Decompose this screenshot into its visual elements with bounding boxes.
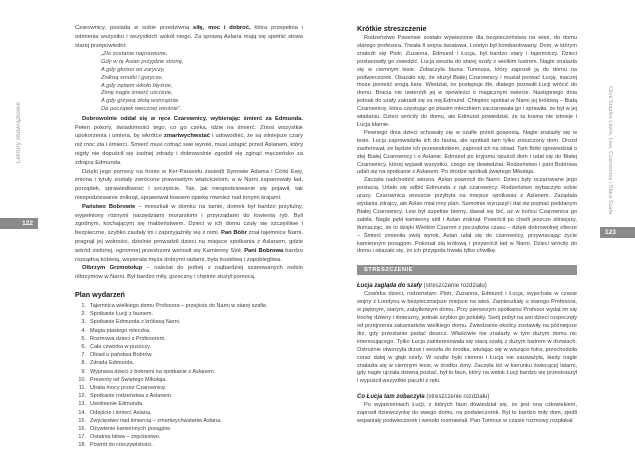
chapter-section-heading: [357, 394, 577, 400]
bold-text: Dobrowolnie oddał się w ręce Czarownicy, wybierając śmierć za Edmunda.: [82, 115, 303, 122]
plan-item: Spotkanie rodzeństwa z Aslanem.: [90, 393, 173, 400]
plan-item: Utrata mocy przez Czarownicę.: [90, 384, 167, 391]
plan-item: Tajemnica wielkiego domu Profesora – przejście do Narni w starej szafie.: [90, 302, 268, 309]
summary-paragraphs: [357, 35, 577, 256]
poem-line: Znikną smutki i gorycze,: [101, 74, 164, 81]
poem-line: A gdy zębem wkoło błyśnie,: [101, 82, 173, 89]
plan-item: Cała czwórka w puszczy.: [90, 343, 152, 350]
plan-item: Obiad u państwa Bobrów.: [90, 352, 153, 359]
plan-item: Rozmowa dzieci z Profesorem.: [90, 335, 166, 342]
text: która przepełnia i odmienia wszystko i wszystkich wokół niego. Za sprawą Aslana mają się spełnić słowa starej przepowiedni:: [75, 25, 303, 49]
poem-line: A gdy grzywą złotą wstrząśnie: [101, 98, 179, 105]
text: – mieszkali w domku na tamie, domek był bardzo przytulny, wypełniony różnymi narzędziami murarskimi i przyrządami do łowienia ryb. Byli zgodnym, kochającym się małżeństwem. Dzieci w ich domu czuły się szczęśliwe i bezpieczne, szybko zaufały im i zaprzyjaźniły się z nimi.: [75, 203, 303, 237]
poem-line: „Zło zostanie naprawione,: [101, 51, 168, 58]
text: i udowodnić, że są silniejsze czary niż moc zła i śmierci. Śmierć musi cofnąć swe wyroki, musi ustąpić przed Aslanem, który nigdy nie dopuścił się żadnej zdrady i dobrowolnie zgodził się zginąć męczeńsko za zdrajcę Edmunda.: [75, 133, 303, 166]
plan-item: Spotkanie Edmunda z królową Narni.: [90, 319, 181, 326]
plan-heading: Plan wydarzeń: [75, 289, 125, 299]
bold-text: Olbrzym Grzmotołup: [82, 265, 143, 272]
chapter-title: Łucja zagląda do szafy: [357, 283, 423, 290]
right-page-number-badge: 123: [600, 227, 635, 238]
text: Dzięki jego pomocy na tronie w Ker-Paravelu zasiedli Synowie Adama i Córki Ewy, imiona i tytuły zostały zwrócone prawowitym właścicielom, a w Narni zapanowały ład, porządek, sprawiedliwość i szczęście. Tak, jak niespodziewanie się pojawił, tak niespodziewanie zniknął, sprawował bowiem opiekę również nad innymi krajami.: [75, 168, 303, 201]
plan-item: Prezenty od Świętego Mikołaja.: [90, 376, 167, 383]
plan-item: Odejście i śmierć Aslana.: [90, 409, 152, 416]
character-description-paragraphs: [75, 115, 303, 282]
paragraph: [75, 203, 303, 265]
bold-text: Pan Bóbr: [221, 230, 247, 237]
chapter-subtitle: (streszczenie rozdziału): [422, 283, 487, 290]
plan-item: Powrót do rzeczywistości.: [90, 442, 153, 449]
text: znał tajemnice Narni, pragnął jej wolności, dzielnie prowadził dzieci na miejsce spotkania z Aslanem, gdzie wśród zielonej, ogromnej przestrzeni wznosił się Kamienny Stół.: [75, 230, 303, 254]
paragraph: [75, 115, 303, 168]
chapter-summary-sections: [357, 283, 577, 426]
prophecy-poem: [101, 51, 303, 113]
bold-text: siłę, moc i dobroć,: [192, 25, 251, 31]
bold-text: Pani Bobrowa: [244, 247, 284, 254]
chapter-subtitle: (streszczenie rozdziału): [424, 394, 490, 401]
chapter-section-heading: [357, 283, 577, 289]
poem-line: A gdy głośno on zaryczy,: [101, 66, 165, 73]
plan-item: Uwolnienie Edmunda.: [90, 401, 144, 408]
plan-item: Magia ptasiego mleczka.: [90, 327, 151, 334]
chapter-body: Po wyjaśnieniach Łucji, z których faun dowiedział się, że jest ona człowiekiem, zaprosił dziewczynkę do swego domu, na podwieczorek. Był to bardzo miły dom, zjedli wspaniały podwieczorek i wesoło rozmawiali. Pan Tumnus w czasie rozmowy rozpłakał: [357, 402, 577, 425]
paragraph: Zaczęła nadchodzić wiosna. Aslan powrócił do Narni. Dzieci były oczarowane jego postacią. Udało się odbić Edmunda z rąk czarownicy. Rodzeństwo wybaczyło sobie urazy. Czarownica wreszcie przybyła na miejsce spotkania z Aslanem. Zażądała wydania zdrajcy, ale Aslan miał inny plan. Samotnie wyruszył i dał się pojmać poddanym Białej Czarownicy. Lew był zupełnie bierny, dawał się bić, aż w końcu Czarownica go zabiła. Nagle pękł kamienny stół i Aslan zniknął. Powrócił po chwili jeszcze silniejszy, tłumacząc, że to dzięki Wielkim Czarom z początków czasu – dzięki dobrowolnej ofierze – Śmierć zmieniła swój wyrok. Aslan udał się do czarownicy, przywracając życie kamiennym posągom. Pokonał złą królową i przywrócił ład w Narni. Dzieci wróciły do domu i okazało się, że ich przygoda trwała tylko chwilkę.: [357, 177, 577, 255]
streszczenie-section-bar: STRESZCZENIE: [357, 265, 577, 275]
left-page-column: [75, 24, 303, 450]
chapter-title: Co Łucja tam zobaczyła: [357, 394, 425, 401]
left-page-number-badge: 122: [0, 218, 38, 229]
aslan-intro-paragraph: [75, 24, 303, 50]
left-edge-category-tab: Lektury obowiązkowe: [16, 102, 22, 164]
right-edge-book-title-tab: Clive Staples Lewis, Lew, Czarownica i Stara Szafa: [607, 86, 613, 215]
plan-item: Ożywienie kamiennych posągów.: [90, 425, 172, 432]
plan-item: Wyprawa dzieci z bobrami na spotkanie z Aslanem.: [90, 368, 216, 375]
plan-item: Ostatnia bitwa – zwycięstwo.: [90, 434, 161, 441]
paragraph: Pewnego dnia dzieci schowały się w szafie przed gosposią. Nagle znalazły się w lesie. Łucja zaprowadziła ich do fauna, ale spotkali tam tylko zniszczony dom. Drozd zaoferował, że będzie ich przewodnikiem, zaprosił ich na obiad. Tam Bóbr opowiedział o złej Białej Czarownicy i o Aslanie. Edmund po kryjomu opuścił dom i udał się do Białej Czarownicy, której wyjawił wszystko, czego się dowiedział. Rodzeństwo i pani Bobrowa udali się na spotkanie z Aslanem. Po drodze spotkali świętego Mikołaja.: [357, 129, 577, 176]
bold-text: Państwo Bobrowie: [82, 203, 136, 210]
summary-heading: Krótkie streszczenie: [357, 24, 427, 33]
chapter-body: Czwórka dzieci, rodzeństwo: Piotr, Zuzanna, Edmund i Łucja, wyjechała w czasie wojny z Londynu w bezpieczniejsze miejsce na wieś. Zamieszkały u starego Profesora, w pięknym, starym, zabytkowym domu. Przy pierwszym spotkaniu Profesor wydał im się trochę dziwny i śmieszny, jednak szybko go polubiły. Swój pobyt na wsi dzieci rozpoczęły od przejrzenia zakamarków wielkiego domu. Zwiedzanie okolicy zostawiły na późniejsze dni, gdy przestanie padać deszcz. Właściwie nie znalazły w tym dużym domu nic interesującego. Tylko Łucja zainteresowała się starą szafą z dużym lustrem w drzwiach. Ostrożnie otworzyła drzwi i weszła do środka, wtulając się w wiszące futra, przechodziła coraz dalej w głąb szafy. W szafie było ciemno i Łucja nie zauważyła, kiedy nagle znalazła się w ciemnym lesie, w środku zimy. Zaczęła iść w kierunku świecącej latarni, gdy nagle ujrzała dziwną postać, był to faun, który na widok Łucji bardzo się przestraszył i wypuścił wszystkie paczki z ręki.: [357, 291, 577, 385]
paragraph: Rodzeństwo Pavensie zostało wywiezione dla bezpieczeństwa na wieś, do domu starego profesora. Trwała II wojna światowa, Londyn był bombardowany. Dom, w którym znaleźli się Piotr, Zuzanna, Edmund i Łucja, był bardzo stary i tajemniczy. Dzieci postanowiły go zwiedzić. Łucja weszła do starej szafy z wielkim lustrem. Nagle znalazła się w ciemnym lesie. Zobaczyła fauna Tumnusa, który zaprosił ją do domu na podwieczorek. Okazało się, że służył Białej Czarownicy i musiał porwać Łucję, inaczej może ponieść srogą karę. Wiedział, że postępuje źle, dlatego pozwolił Łucji wrócić do domu. Bracia nie uwierzyli jej w opowieści o magicznym świecie. Następnego dnia jednak do szafy zakradł się za nią Edmund. Chłopiec spotkał w Narni jej królową – Białą Czarownicę, która częstując go ptasim mleczkiem zaczarowała go i sprawiła, że był w jej władaniu. Dzieci wróciły do domu, ale Edmund powiedział, że ta kraina nie istnieje i Łucja kłamie.: [357, 35, 577, 128]
plan-item: Zwycięstwo nad śmiercią – zmartwychwstanie Aslana.: [90, 417, 222, 424]
paragraph: [75, 168, 303, 203]
plan-item: Spotkanie Łucji z faunem.: [90, 311, 153, 318]
bold-text: zmartwychwstać: [163, 133, 210, 140]
plan-list: [75, 302, 303, 450]
paragraph: [75, 264, 303, 282]
plan-item: Zdrada Edmunda.: [90, 360, 135, 367]
poem-line: Gdy w tę Aslan przyjdzie stronę,: [101, 59, 184, 66]
text: bardzo rozsądną kobietą, wspierała męża dobrymi radami, była troskliwa i zapobiegliwa.: [75, 247, 303, 263]
text: – należał do jednej z najbardziej szanowanych rodzin olbrzymów w Narni. Był bardzo miły, grzeczny i chętnie służył pomocą.: [75, 265, 303, 281]
text: Czarownicy, posiada w sobie przedziwną: [75, 25, 193, 31]
poem-line: Da początek wiecznej wiośnie”.: [101, 105, 182, 112]
right-page-column: [357, 24, 577, 426]
text: Pełen pokory, świadomości tego, co go czeka, idzie na śmierć. Znosi wszystkie upokorzenia i umiera, by wkrótce: [75, 124, 303, 140]
poem-line: Zimę nagła śmierć uściśnie,: [101, 90, 173, 97]
